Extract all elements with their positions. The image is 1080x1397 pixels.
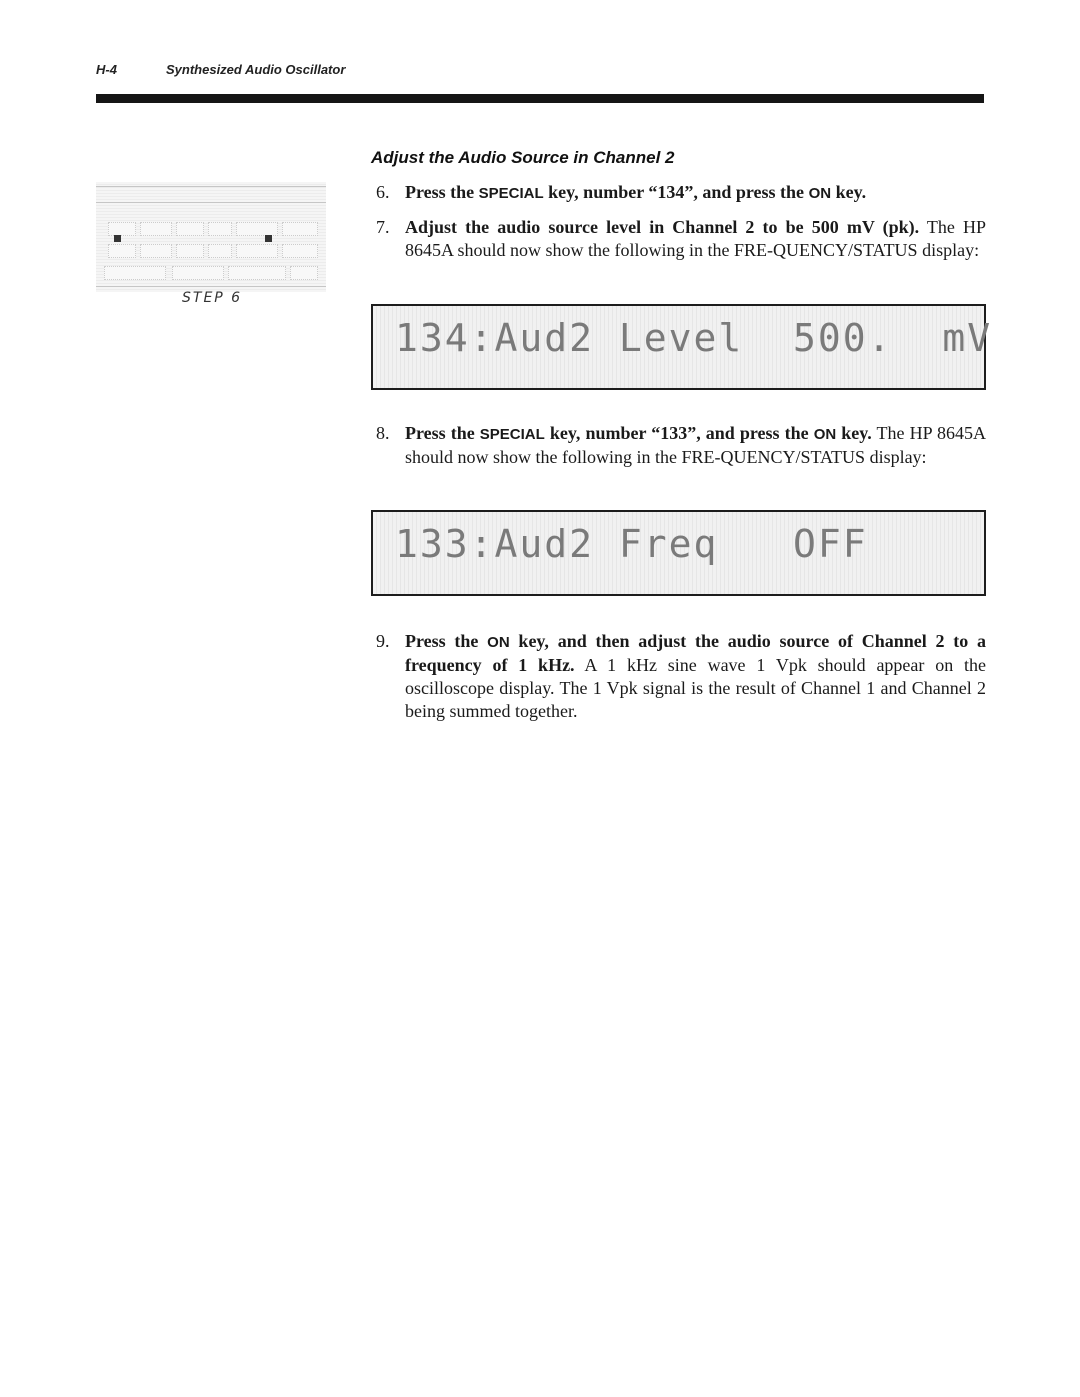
step-number: 6. bbox=[376, 182, 390, 202]
step-text: Press the bbox=[405, 182, 479, 202]
special-key-label: SPECIAL bbox=[479, 426, 545, 443]
step-text: Press the bbox=[405, 631, 488, 651]
special-key-label: SPECIAL bbox=[478, 185, 544, 202]
on-key-indicator bbox=[265, 235, 272, 242]
frequency-status-display bbox=[371, 304, 993, 390]
step-8 bbox=[376, 422, 986, 469]
step-text: Press the bbox=[405, 423, 480, 443]
step-number: 7. bbox=[376, 217, 390, 237]
step-instruction: Adjust the audio source level in Channel 2 to be 500 mV (pk). bbox=[405, 217, 920, 237]
step-text: A 1 kHz sine wave 1 Vpk should appear on the oscilloscope display. The 1 Vpk signal is the result of Channel 1 and Channel 2 being summed together. bbox=[405, 655, 986, 721]
step-text: key. bbox=[831, 182, 867, 202]
step-number: 8. bbox=[376, 423, 390, 443]
special-key-indicator bbox=[114, 235, 121, 242]
on-key-label: ON bbox=[487, 634, 510, 651]
front-panel-illustration bbox=[96, 182, 326, 292]
step-7 bbox=[376, 216, 986, 262]
step-text: key, number “134”, and press the bbox=[543, 182, 809, 202]
on-key-label: ON bbox=[813, 426, 837, 443]
frequency-status-display bbox=[371, 510, 986, 596]
display-readout: 134:Aud2 Level 500. mV bbox=[395, 316, 993, 360]
step-text: key, number “133”, and press the bbox=[544, 423, 814, 443]
step-6 bbox=[376, 181, 986, 205]
running-header bbox=[96, 62, 345, 77]
display-readout: 133:Aud2 Freq OFF bbox=[395, 522, 868, 566]
header-title: Synthesized Audio Oscillator bbox=[166, 62, 346, 77]
page-number: H-4 bbox=[96, 62, 117, 77]
step-text: The HP 8645A should now show the following in the FRE-QUENCY/STATUS display: bbox=[405, 423, 986, 467]
on-key-label: ON bbox=[808, 185, 832, 202]
section-heading: Adjust the Audio Source in Channel 2 bbox=[371, 148, 675, 167]
step-number: 9. bbox=[376, 631, 390, 651]
step-text: key. bbox=[836, 423, 872, 443]
step-text: key, and then adjust the audio source of Channel 2 to a frequency of 1 kHz. bbox=[405, 631, 986, 675]
figure-step-label: STEP 6 bbox=[182, 290, 243, 306]
header-rule bbox=[96, 94, 984, 103]
step-9 bbox=[376, 630, 986, 723]
step-text: The HP 8645A should now show the following in the FRE-QUENCY/STATUS display: bbox=[405, 217, 987, 260]
